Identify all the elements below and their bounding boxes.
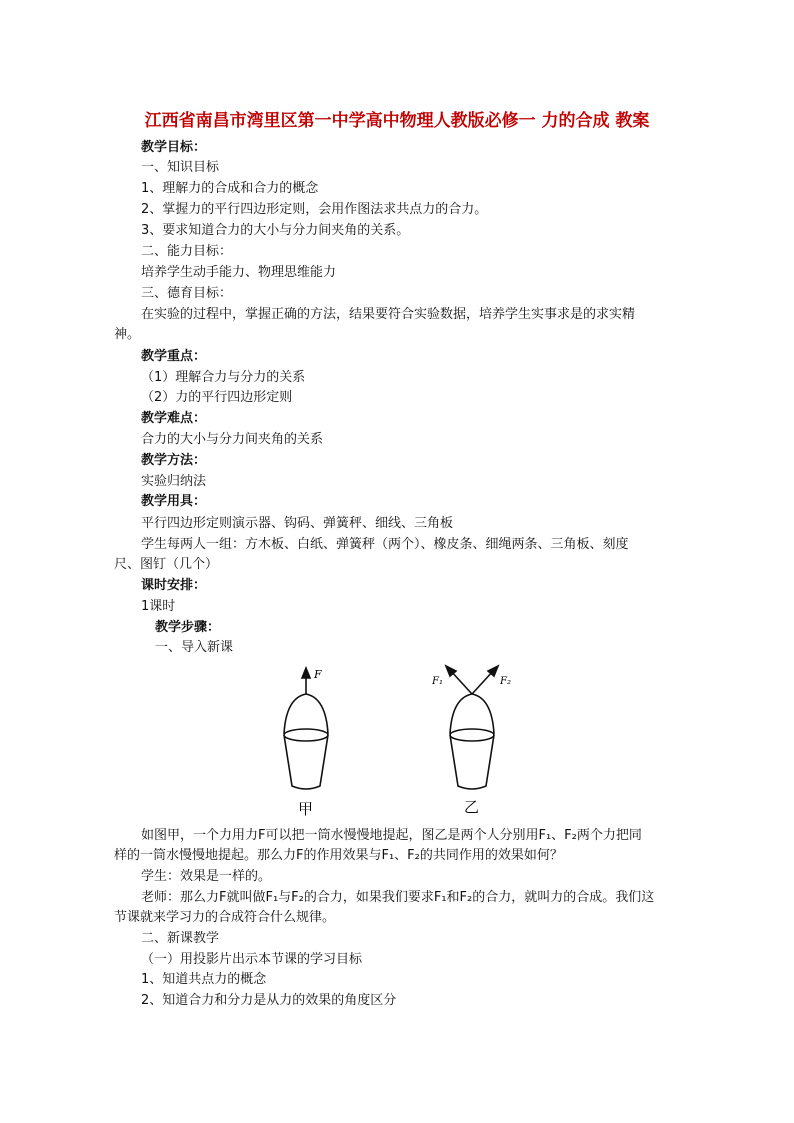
key-points-heading: 教学重点： [141,349,207,364]
new-lesson-heading: 二、新课教学 [141,931,220,946]
knowledge-item: 2、掌握力的平行四边形定则，会用作图法求共点力的合力。 [141,202,488,217]
key-point-item: （1）理解合力与分力的关系 [141,370,306,385]
goals-heading: 教学目标： [141,140,207,155]
student-materials-cont: 尺、图钉（几个） [114,557,219,572]
caption-yi: 乙 [464,798,480,816]
bucket-force-figure [270,662,530,822]
knowledge-item: 1、理解力的合成和合力的概念 [141,181,319,196]
paragraph-1-cont: 样的一筒水慢慢地提起。那么力F的作用效果与F₁、F₂的共同作用的效果如何？ [114,848,563,863]
force-label-f2: F₂ [500,676,511,687]
objective-item: 2、知道合力和分力是从力的效果的角度区分 [141,993,397,1008]
method-text: 实验归纳法 [141,474,207,489]
objective-item: 1、知道共点力的概念 [141,972,267,987]
moral-goals-text-cont: 神。 [114,327,141,342]
bucket-right [446,666,498,789]
tools-text: 平行四边形定则演示器、钩码、弹簧秤、细线、三角板 [141,516,454,531]
bucket-left [284,668,328,789]
intro-heading: 一、导入新课 [155,640,234,655]
projection-line: （一）用投影片出示本节课的学习目标 [141,952,363,967]
student-answer: 学生：效果是一样的。 [141,869,272,884]
moral-goals-heading: 三、德育目标： [141,286,233,301]
steps-heading: 教学步骤： [155,620,221,635]
paragraph-1: 如图甲，一个力用力F可以把一筒水慢慢地提起，图乙是两个人分别用F₁、F₂两个力把同 [141,828,642,843]
caption-jia: 甲 [298,800,314,818]
method-heading: 教学方法： [141,453,207,468]
document-title: 江西省南昌市湾里区第一中学高中物理人教版必修一 力的合成 教案 [144,111,650,131]
difficulty-text: 合力的大小与分力间夹角的关系 [141,432,324,447]
tools-heading: 教学用具： [141,494,207,509]
schedule-text: 1课时 [141,599,176,614]
ability-goals-text: 培养学生动手能力、物理思维能力 [141,265,337,280]
teacher-remark-cont: 节课就来学习力的合成符合什么规律。 [114,910,336,925]
force-label-f1: F₁ [432,676,443,687]
key-point-item: （2）力的平行四边形定则 [141,390,293,405]
force-label-f: F [314,668,322,681]
student-materials: 学生每两人一组：方木板、白纸、弹簧秤（两个）、橡皮条、细绳两条、三角板、刻度 [141,537,629,552]
knowledge-goals-heading: 一、知识目标 [141,160,220,175]
ability-goals-heading: 二、能力目标： [141,244,233,259]
knowledge-item: 3、要求知道合力的大小与分力间夹角的关系。 [141,223,410,238]
difficulty-heading: 教学难点： [141,411,207,426]
moral-goals-text: 在实验的过程中，掌握正确的方法，结果要符合实验数据，培养学生实事求是的求实精 [141,307,636,322]
schedule-heading: 课时安排： [141,578,207,593]
teacher-remark: 老师：那么力F就叫做F₁与F₂的合力，如果我们要求F₁和F₂的合力，就叫力的合成。我们这 [141,890,655,905]
